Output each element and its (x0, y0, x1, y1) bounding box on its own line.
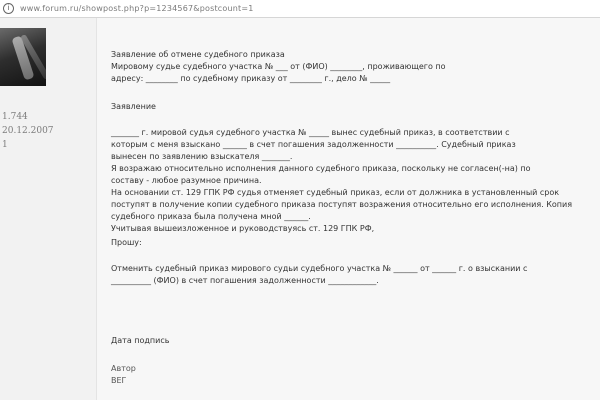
signature-line: Дата подпись (111, 336, 170, 345)
url-text[interactable]: www.forum.ru/showpost.php?p=1234567&postcount=1 (20, 4, 254, 13)
document-line: составу - любое разумное причина. (111, 176, 262, 185)
document-line: Мировому судье судебного участка № ___ от (ФИО) ________, проживающего по (111, 62, 446, 71)
document-line: адресу: ________ по судебному приказу от ________ г., дело № _____ (111, 74, 391, 83)
document-line: __________ (ФИО) в счет погашения задолженности ____________. (111, 276, 379, 285)
document-heading: Заявление (111, 102, 156, 111)
document-line: _______ г. мировой судья судебного участка № _____ вынес судебный приказ, в соответствии с (111, 128, 510, 137)
document-line: Отменить судебный приказ мирового судьи судебного участка № ______ от ______ г. о взыскании с (111, 264, 528, 273)
document-line: Прошу: (111, 238, 142, 247)
user-thanks-count: 1 (2, 140, 8, 150)
document-line: Учитывая вышеизложенное и руководствуясь ст. 129 ГПК РФ, (111, 224, 375, 233)
document-line: которым с меня взыскано ______ в счет погашения задолженности __________. Судебный приказ (111, 140, 516, 149)
info-icon[interactable]: i (3, 3, 14, 14)
document-line: Я возражаю относительно исполнения данного судебного приказа, поскольку не согласен(-на) по (111, 164, 531, 173)
document-title: Заявление об отмене судебного приказа (111, 50, 285, 59)
document-line: поступят в получение копии судебного приказа поступят возражения относительно его исполнения. Копия (111, 200, 573, 209)
author-name: ВЕГ (111, 376, 127, 385)
user-registration-date: 20.12.2007 (2, 126, 54, 136)
document-line: судебного приказа была получена мной ______. (111, 212, 311, 221)
document-line: вынесен по заявлению взыскателя _______. (111, 152, 293, 161)
author-label: Автор (111, 364, 136, 373)
post-body (96, 18, 600, 400)
browser-address-bar[interactable] (0, 0, 600, 18)
user-info-panel (0, 18, 94, 400)
document-line: На основании ст. 129 ГПК РФ судья отменяет судебный приказ, если от должника в установленный срок (111, 188, 560, 197)
avatar[interactable] (0, 28, 46, 86)
user-post-count: 1.744 (2, 112, 28, 122)
